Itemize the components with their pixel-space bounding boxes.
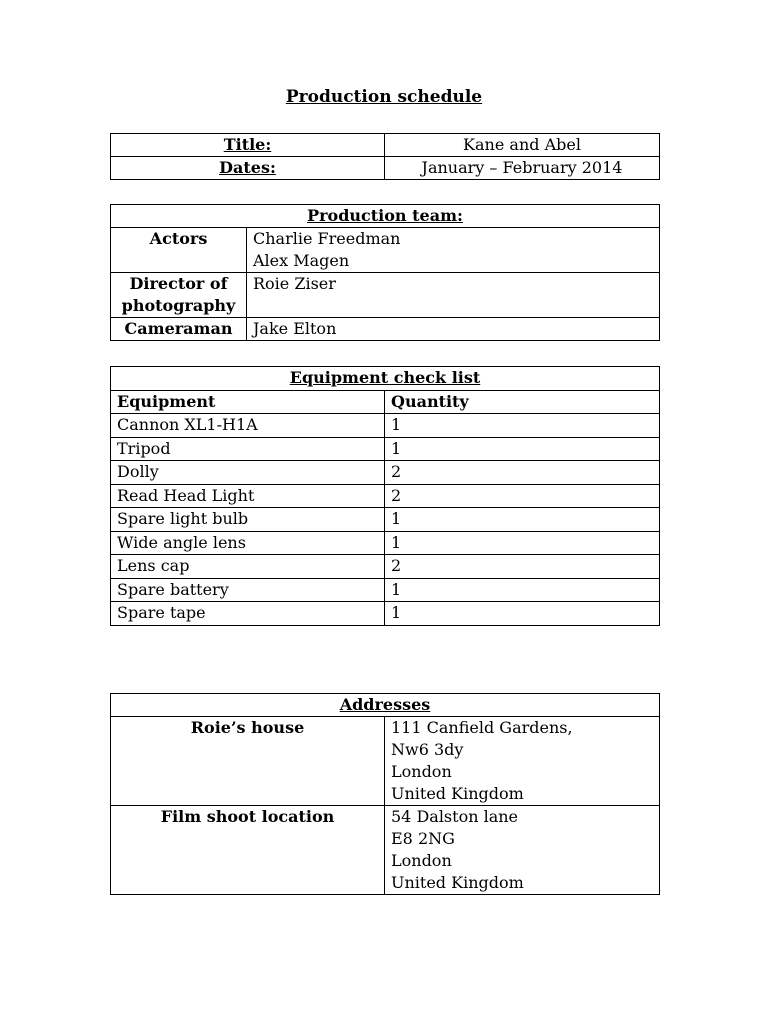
info-table <box>110 133 660 180</box>
page-title: Production schedule <box>285 87 483 107</box>
equipment-qty: 1 <box>385 437 660 461</box>
address-line: Nw6 3dy <box>391 740 464 759</box>
address-line: E8 2NG <box>391 829 455 848</box>
dates-label: Dates: <box>111 157 385 180</box>
equipment-name: Read Head Light <box>111 484 385 508</box>
dates-value: January – February 2014 <box>385 157 660 180</box>
table-row <box>111 273 660 318</box>
table-row <box>111 437 660 461</box>
equipment-qty: 1 <box>385 578 660 602</box>
address-line: 111 Canfield Gardens, <box>391 718 573 737</box>
table-row <box>111 318 660 341</box>
table-row <box>111 602 660 626</box>
equipment-header: Equipment check list <box>111 367 660 391</box>
role-text: Director of <box>129 274 228 293</box>
column-header-equipment: Equipment <box>111 390 385 414</box>
equipment-qty: 1 <box>385 508 660 532</box>
role-cell: Cameraman <box>111 318 247 341</box>
title-value: Kane and Abel <box>385 134 660 157</box>
equipment-name: Spare battery <box>111 578 385 602</box>
address-line: London <box>391 851 452 870</box>
table-row <box>111 508 660 532</box>
table-row <box>111 414 660 438</box>
table-header-row <box>111 205 660 228</box>
names-cell: Roie Ziser <box>247 273 660 318</box>
column-header-quantity: Quantity <box>385 390 660 414</box>
table-row <box>111 531 660 555</box>
equipment-qty: 1 <box>385 414 660 438</box>
table-row <box>111 717 660 806</box>
equipment-name: Lens cap <box>111 555 385 579</box>
name-text: Charlie Freedman <box>253 229 401 248</box>
table-row <box>111 461 660 485</box>
equipment-qty: 1 <box>385 531 660 555</box>
address-line: London <box>391 762 452 781</box>
title-label: Title: <box>111 134 385 157</box>
column-header-row <box>111 390 660 414</box>
address-line: United Kingdom <box>391 784 524 803</box>
equipment-name: Spare light bulb <box>111 508 385 532</box>
place-cell: Roie’s house <box>111 717 385 806</box>
addresses-table <box>110 693 660 895</box>
table-row <box>111 134 660 157</box>
table-header-row <box>111 367 660 391</box>
address-line: United Kingdom <box>391 873 524 892</box>
table-header-row <box>111 694 660 717</box>
place-cell: Film shoot location <box>111 806 385 895</box>
addresses-header: Addresses <box>111 694 660 717</box>
table-row <box>111 806 660 895</box>
table-row <box>111 555 660 579</box>
table-row <box>111 157 660 180</box>
production-team-table <box>110 204 660 341</box>
equipment-name: Wide angle lens <box>111 531 385 555</box>
role-text: photography <box>121 296 236 315</box>
table-row <box>111 578 660 602</box>
equipment-qty: 2 <box>385 484 660 508</box>
equipment-name: Tripod <box>111 437 385 461</box>
names-cell: Jake Elton <box>247 318 660 341</box>
equipment-name: Spare tape <box>111 602 385 626</box>
address-cell <box>385 806 660 895</box>
address-cell <box>385 717 660 806</box>
production-team-header: Production team: <box>111 205 660 228</box>
table-row <box>111 228 660 273</box>
equipment-name: Dolly <box>111 461 385 485</box>
role-cell <box>111 273 247 318</box>
equipment-check-list-table <box>110 366 660 626</box>
address-line: 54 Dalston lane <box>391 807 519 826</box>
names-cell <box>247 228 660 273</box>
equipment-qty: 2 <box>385 461 660 485</box>
table-row <box>111 484 660 508</box>
name-text: Alex Magen <box>253 251 350 270</box>
role-cell: Actors <box>111 228 247 273</box>
equipment-name: Cannon XL1-H1A <box>111 414 385 438</box>
equipment-qty: 1 <box>385 602 660 626</box>
equipment-qty: 2 <box>385 555 660 579</box>
